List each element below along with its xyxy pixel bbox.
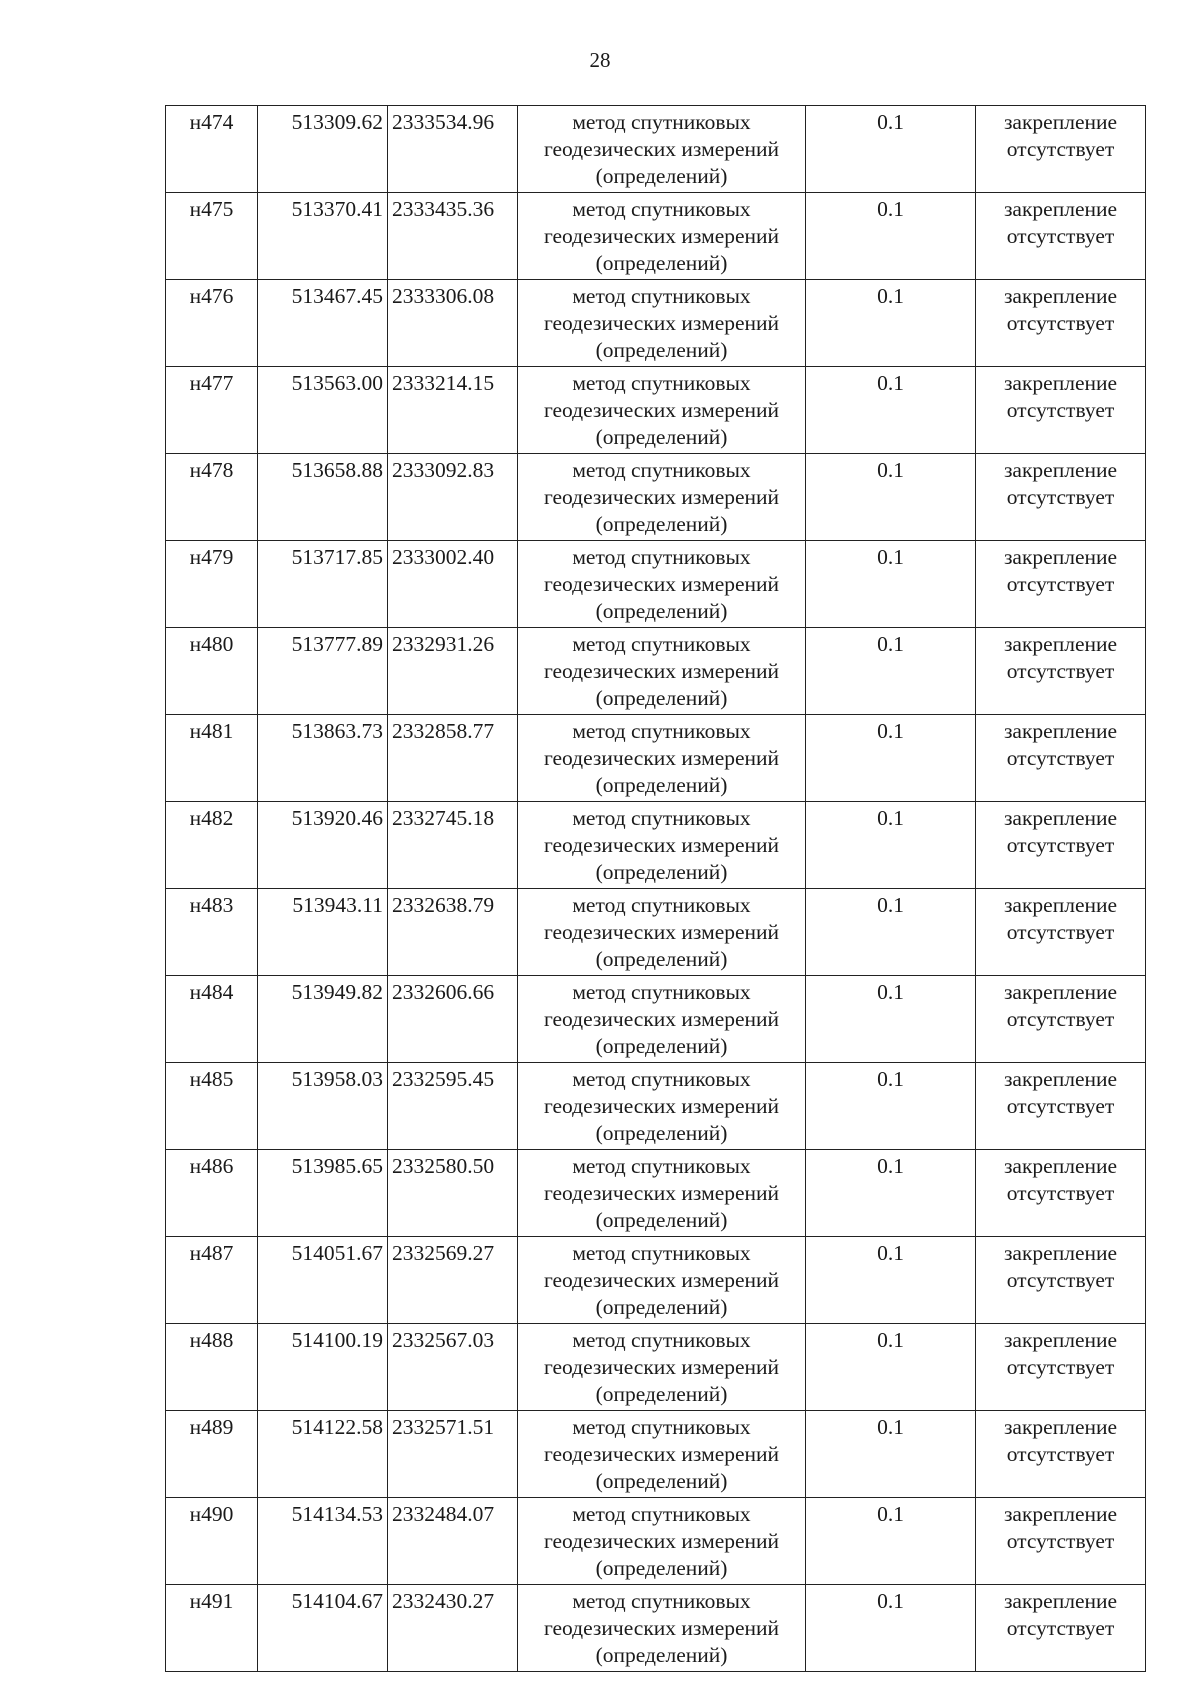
method-line: (определений) [595, 1556, 728, 1580]
x-coordinate-cell: 513467.45 [258, 280, 388, 367]
fixing-line: отсутствует [1006, 833, 1115, 857]
y-coordinate-cell: 2332569.27 [388, 1237, 518, 1324]
method-cell [518, 1150, 806, 1237]
table-row [166, 1150, 1146, 1237]
point-id-cell: н476 [166, 280, 258, 367]
fixing-line: закрепление [1003, 371, 1118, 395]
fixing-line: закрепление [1003, 110, 1118, 134]
method-line: геодезических измерений [543, 572, 780, 596]
method-line: геодезических измерений [543, 1007, 780, 1031]
x-coordinate-cell: 513920.46 [258, 802, 388, 889]
method-line: метод спутниковых [572, 371, 751, 395]
method-line: (определений) [595, 1208, 728, 1232]
method-line: (определений) [595, 1034, 728, 1058]
method-line: метод спутниковых [572, 284, 751, 308]
table-row [166, 1324, 1146, 1411]
fixing-line: отсутствует [1006, 1007, 1115, 1031]
table-row [166, 367, 1146, 454]
table-row [166, 715, 1146, 802]
method-line: метод спутниковых [572, 1415, 751, 1439]
point-id-cell: н485 [166, 1063, 258, 1150]
method-cell [518, 1324, 806, 1411]
method-line: метод спутниковых [572, 1502, 751, 1526]
x-coordinate-cell: 513309.62 [258, 106, 388, 193]
method-line: (определений) [595, 686, 728, 710]
fixing-cell [976, 1498, 1146, 1585]
table-row [166, 106, 1146, 193]
table-row [166, 889, 1146, 976]
table-row [166, 976, 1146, 1063]
method-line: геодезических измерений [543, 659, 780, 683]
method-line: метод спутниковых [572, 632, 751, 656]
method-cell [518, 1411, 806, 1498]
method-line: геодезических измерений [543, 1094, 780, 1118]
fixing-line: отсутствует [1006, 1442, 1115, 1466]
method-line: метод спутниковых [572, 1328, 751, 1352]
accuracy-cell: 0.1 [806, 715, 976, 802]
method-line: (определений) [595, 1295, 728, 1319]
method-line: геодезических измерений [543, 398, 780, 422]
fixing-line: закрепление [1003, 1415, 1118, 1439]
fixing-line: закрепление [1003, 1154, 1118, 1178]
y-coordinate-cell: 2332430.27 [388, 1585, 518, 1672]
method-line: геодезических измерений [543, 1181, 780, 1205]
point-id-cell: н490 [166, 1498, 258, 1585]
coordinates-table-body [166, 106, 1146, 1672]
table-row [166, 541, 1146, 628]
accuracy-cell: 0.1 [806, 1150, 976, 1237]
y-coordinate-cell: 2333435.36 [388, 193, 518, 280]
fixing-line: закрепление [1003, 1589, 1118, 1613]
method-cell [518, 1237, 806, 1324]
fixing-cell [976, 715, 1146, 802]
method-line: (определений) [595, 425, 728, 449]
fixing-line: отсутствует [1006, 311, 1115, 335]
accuracy-cell: 0.1 [806, 889, 976, 976]
method-line: (определений) [595, 1469, 728, 1493]
method-cell [518, 1063, 806, 1150]
y-coordinate-cell: 2332931.26 [388, 628, 518, 715]
method-line: метод спутниковых [572, 110, 751, 134]
y-coordinate-cell: 2333306.08 [388, 280, 518, 367]
x-coordinate-cell: 513777.89 [258, 628, 388, 715]
method-cell [518, 802, 806, 889]
point-id-cell: н486 [166, 1150, 258, 1237]
accuracy-cell: 0.1 [806, 1585, 976, 1672]
method-line: метод спутниковых [572, 1067, 751, 1091]
fixing-cell [976, 106, 1146, 193]
accuracy-cell: 0.1 [806, 193, 976, 280]
x-coordinate-cell: 513370.41 [258, 193, 388, 280]
point-id-cell: н488 [166, 1324, 258, 1411]
point-id-cell: н487 [166, 1237, 258, 1324]
accuracy-cell: 0.1 [806, 1237, 976, 1324]
fixing-line: отсутствует [1006, 1616, 1115, 1640]
point-id-cell: н474 [166, 106, 258, 193]
y-coordinate-cell: 2332571.51 [388, 1411, 518, 1498]
fixing-line: отсутствует [1006, 572, 1115, 596]
x-coordinate-cell: 514104.67 [258, 1585, 388, 1672]
fixing-cell [976, 1150, 1146, 1237]
method-line: метод спутниковых [572, 893, 751, 917]
table-row [166, 1585, 1146, 1672]
method-line: (определений) [595, 164, 728, 188]
fixing-line: отсутствует [1006, 920, 1115, 944]
fixing-line: закрепление [1003, 632, 1118, 656]
x-coordinate-cell: 514134.53 [258, 1498, 388, 1585]
table-row [166, 193, 1146, 280]
accuracy-cell: 0.1 [806, 802, 976, 889]
method-line: метод спутниковых [572, 545, 751, 569]
method-cell [518, 628, 806, 715]
method-line: геодезических измерений [543, 137, 780, 161]
table-row [166, 628, 1146, 715]
accuracy-cell: 0.1 [806, 367, 976, 454]
point-id-cell: н475 [166, 193, 258, 280]
method-line: геодезических измерений [543, 1442, 780, 1466]
method-line: (определений) [595, 860, 728, 884]
fixing-line: закрепление [1003, 719, 1118, 743]
x-coordinate-cell: 513949.82 [258, 976, 388, 1063]
fixing-cell [976, 628, 1146, 715]
method-line: геодезических измерений [543, 1268, 780, 1292]
fixing-cell [976, 1063, 1146, 1150]
method-line: геодезических измерений [543, 1616, 780, 1640]
page-number: 28 [589, 48, 611, 72]
method-line: геодезических измерений [543, 1355, 780, 1379]
x-coordinate-cell: 514122.58 [258, 1411, 388, 1498]
method-line: (определений) [595, 773, 728, 797]
method-line: (определений) [595, 251, 728, 275]
fixing-cell [976, 367, 1146, 454]
y-coordinate-cell: 2333534.96 [388, 106, 518, 193]
method-cell [518, 280, 806, 367]
accuracy-cell: 0.1 [806, 976, 976, 1063]
method-cell [518, 889, 806, 976]
accuracy-cell: 0.1 [806, 628, 976, 715]
fixing-line: отсутствует [1006, 1094, 1115, 1118]
method-line: метод спутниковых [572, 1241, 751, 1265]
x-coordinate-cell: 513958.03 [258, 1063, 388, 1150]
accuracy-cell: 0.1 [806, 1498, 976, 1585]
x-coordinate-cell: 513717.85 [258, 541, 388, 628]
method-line: геодезических измерений [543, 311, 780, 335]
fixing-line: закрепление [1003, 893, 1118, 917]
method-line: геодезических измерений [543, 746, 780, 770]
x-coordinate-cell: 513658.88 [258, 454, 388, 541]
method-line: (определений) [595, 512, 728, 536]
method-line: (определений) [595, 338, 728, 362]
fixing-line: закрепление [1003, 197, 1118, 221]
coordinates-table [165, 105, 1146, 1672]
method-cell [518, 976, 806, 1063]
fixing-line: отсутствует [1006, 224, 1115, 248]
fixing-line: закрепление [1003, 1328, 1118, 1352]
y-coordinate-cell: 2332638.79 [388, 889, 518, 976]
fixing-cell [976, 1237, 1146, 1324]
fixing-line: отсутствует [1006, 1529, 1115, 1553]
fixing-cell [976, 802, 1146, 889]
method-line: (определений) [595, 1121, 728, 1145]
fixing-cell [976, 280, 1146, 367]
method-line: геодезических измерений [543, 485, 780, 509]
y-coordinate-cell: 2332745.18 [388, 802, 518, 889]
y-coordinate-cell: 2332484.07 [388, 1498, 518, 1585]
x-coordinate-cell: 514051.67 [258, 1237, 388, 1324]
table-row [166, 1498, 1146, 1585]
method-line: геодезических измерений [543, 224, 780, 248]
table-row [166, 802, 1146, 889]
method-cell [518, 193, 806, 280]
fixing-cell [976, 889, 1146, 976]
table-row [166, 1237, 1146, 1324]
accuracy-cell: 0.1 [806, 1063, 976, 1150]
method-cell [518, 715, 806, 802]
y-coordinate-cell: 2333092.83 [388, 454, 518, 541]
fixing-line: закрепление [1003, 284, 1118, 308]
fixing-line: отсутствует [1006, 1268, 1115, 1292]
fixing-cell [976, 1585, 1146, 1672]
method-cell [518, 106, 806, 193]
fixing-line: закрепление [1003, 1502, 1118, 1526]
method-line: метод спутниковых [572, 1154, 751, 1178]
method-cell [518, 1585, 806, 1672]
fixing-line: закрепление [1003, 980, 1118, 1004]
y-coordinate-cell: 2332595.45 [388, 1063, 518, 1150]
point-id-cell: н484 [166, 976, 258, 1063]
point-id-cell: н489 [166, 1411, 258, 1498]
table-row [166, 1411, 1146, 1498]
accuracy-cell: 0.1 [806, 454, 976, 541]
method-cell [518, 367, 806, 454]
method-line: (определений) [595, 599, 728, 623]
y-coordinate-cell: 2332606.66 [388, 976, 518, 1063]
table-row [166, 454, 1146, 541]
accuracy-cell: 0.1 [806, 280, 976, 367]
x-coordinate-cell: 513985.65 [258, 1150, 388, 1237]
y-coordinate-cell: 2332580.50 [388, 1150, 518, 1237]
method-line: метод спутниковых [572, 719, 751, 743]
y-coordinate-cell: 2332858.77 [388, 715, 518, 802]
method-line: метод спутниковых [572, 806, 751, 830]
fixing-line: закрепление [1003, 1067, 1118, 1091]
method-line: метод спутниковых [572, 458, 751, 482]
point-id-cell: н477 [166, 367, 258, 454]
fixing-line: закрепление [1003, 1241, 1118, 1265]
point-id-cell: н483 [166, 889, 258, 976]
point-id-cell: н481 [166, 715, 258, 802]
fixing-line: отсутствует [1006, 137, 1115, 161]
fixing-cell [976, 541, 1146, 628]
fixing-line: отсутствует [1006, 1355, 1115, 1379]
method-line: геодезических измерений [543, 920, 780, 944]
y-coordinate-cell: 2333002.40 [388, 541, 518, 628]
fixing-line: закрепление [1003, 806, 1118, 830]
point-id-cell: н479 [166, 541, 258, 628]
fixing-cell [976, 454, 1146, 541]
point-id-cell: н478 [166, 454, 258, 541]
fixing-line: отсутствует [1006, 746, 1115, 770]
x-coordinate-cell: 514100.19 [258, 1324, 388, 1411]
method-line: метод спутниковых [572, 197, 751, 221]
method-line: (определений) [595, 947, 728, 971]
method-cell [518, 541, 806, 628]
fixing-cell [976, 1411, 1146, 1498]
fixing-line: отсутствует [1006, 398, 1115, 422]
x-coordinate-cell: 513863.73 [258, 715, 388, 802]
method-line: (определений) [595, 1382, 728, 1406]
method-line: геодезических измерений [543, 833, 780, 857]
fixing-cell [976, 976, 1146, 1063]
accuracy-cell: 0.1 [806, 1324, 976, 1411]
fixing-line: закрепление [1003, 458, 1118, 482]
method-line: (определений) [595, 1643, 728, 1667]
accuracy-cell: 0.1 [806, 106, 976, 193]
accuracy-cell: 0.1 [806, 1411, 976, 1498]
fixing-line: отсутствует [1006, 659, 1115, 683]
y-coordinate-cell: 2333214.15 [388, 367, 518, 454]
method-line: метод спутниковых [572, 980, 751, 1004]
fixing-cell [976, 193, 1146, 280]
table-row [166, 280, 1146, 367]
x-coordinate-cell: 513563.00 [258, 367, 388, 454]
point-id-cell: н480 [166, 628, 258, 715]
point-id-cell: н482 [166, 802, 258, 889]
point-id-cell: н491 [166, 1585, 258, 1672]
x-coordinate-cell: 513943.11 [258, 889, 388, 976]
y-coordinate-cell: 2332567.03 [388, 1324, 518, 1411]
method-cell [518, 1498, 806, 1585]
table-row [166, 1063, 1146, 1150]
fixing-line: отсутствует [1006, 485, 1115, 509]
method-cell [518, 454, 806, 541]
fixing-line: отсутствует [1006, 1181, 1115, 1205]
method-line: метод спутниковых [572, 1589, 751, 1613]
fixing-line: закрепление [1003, 545, 1118, 569]
fixing-cell [976, 1324, 1146, 1411]
method-line: геодезических измерений [543, 1529, 780, 1553]
accuracy-cell: 0.1 [806, 541, 976, 628]
